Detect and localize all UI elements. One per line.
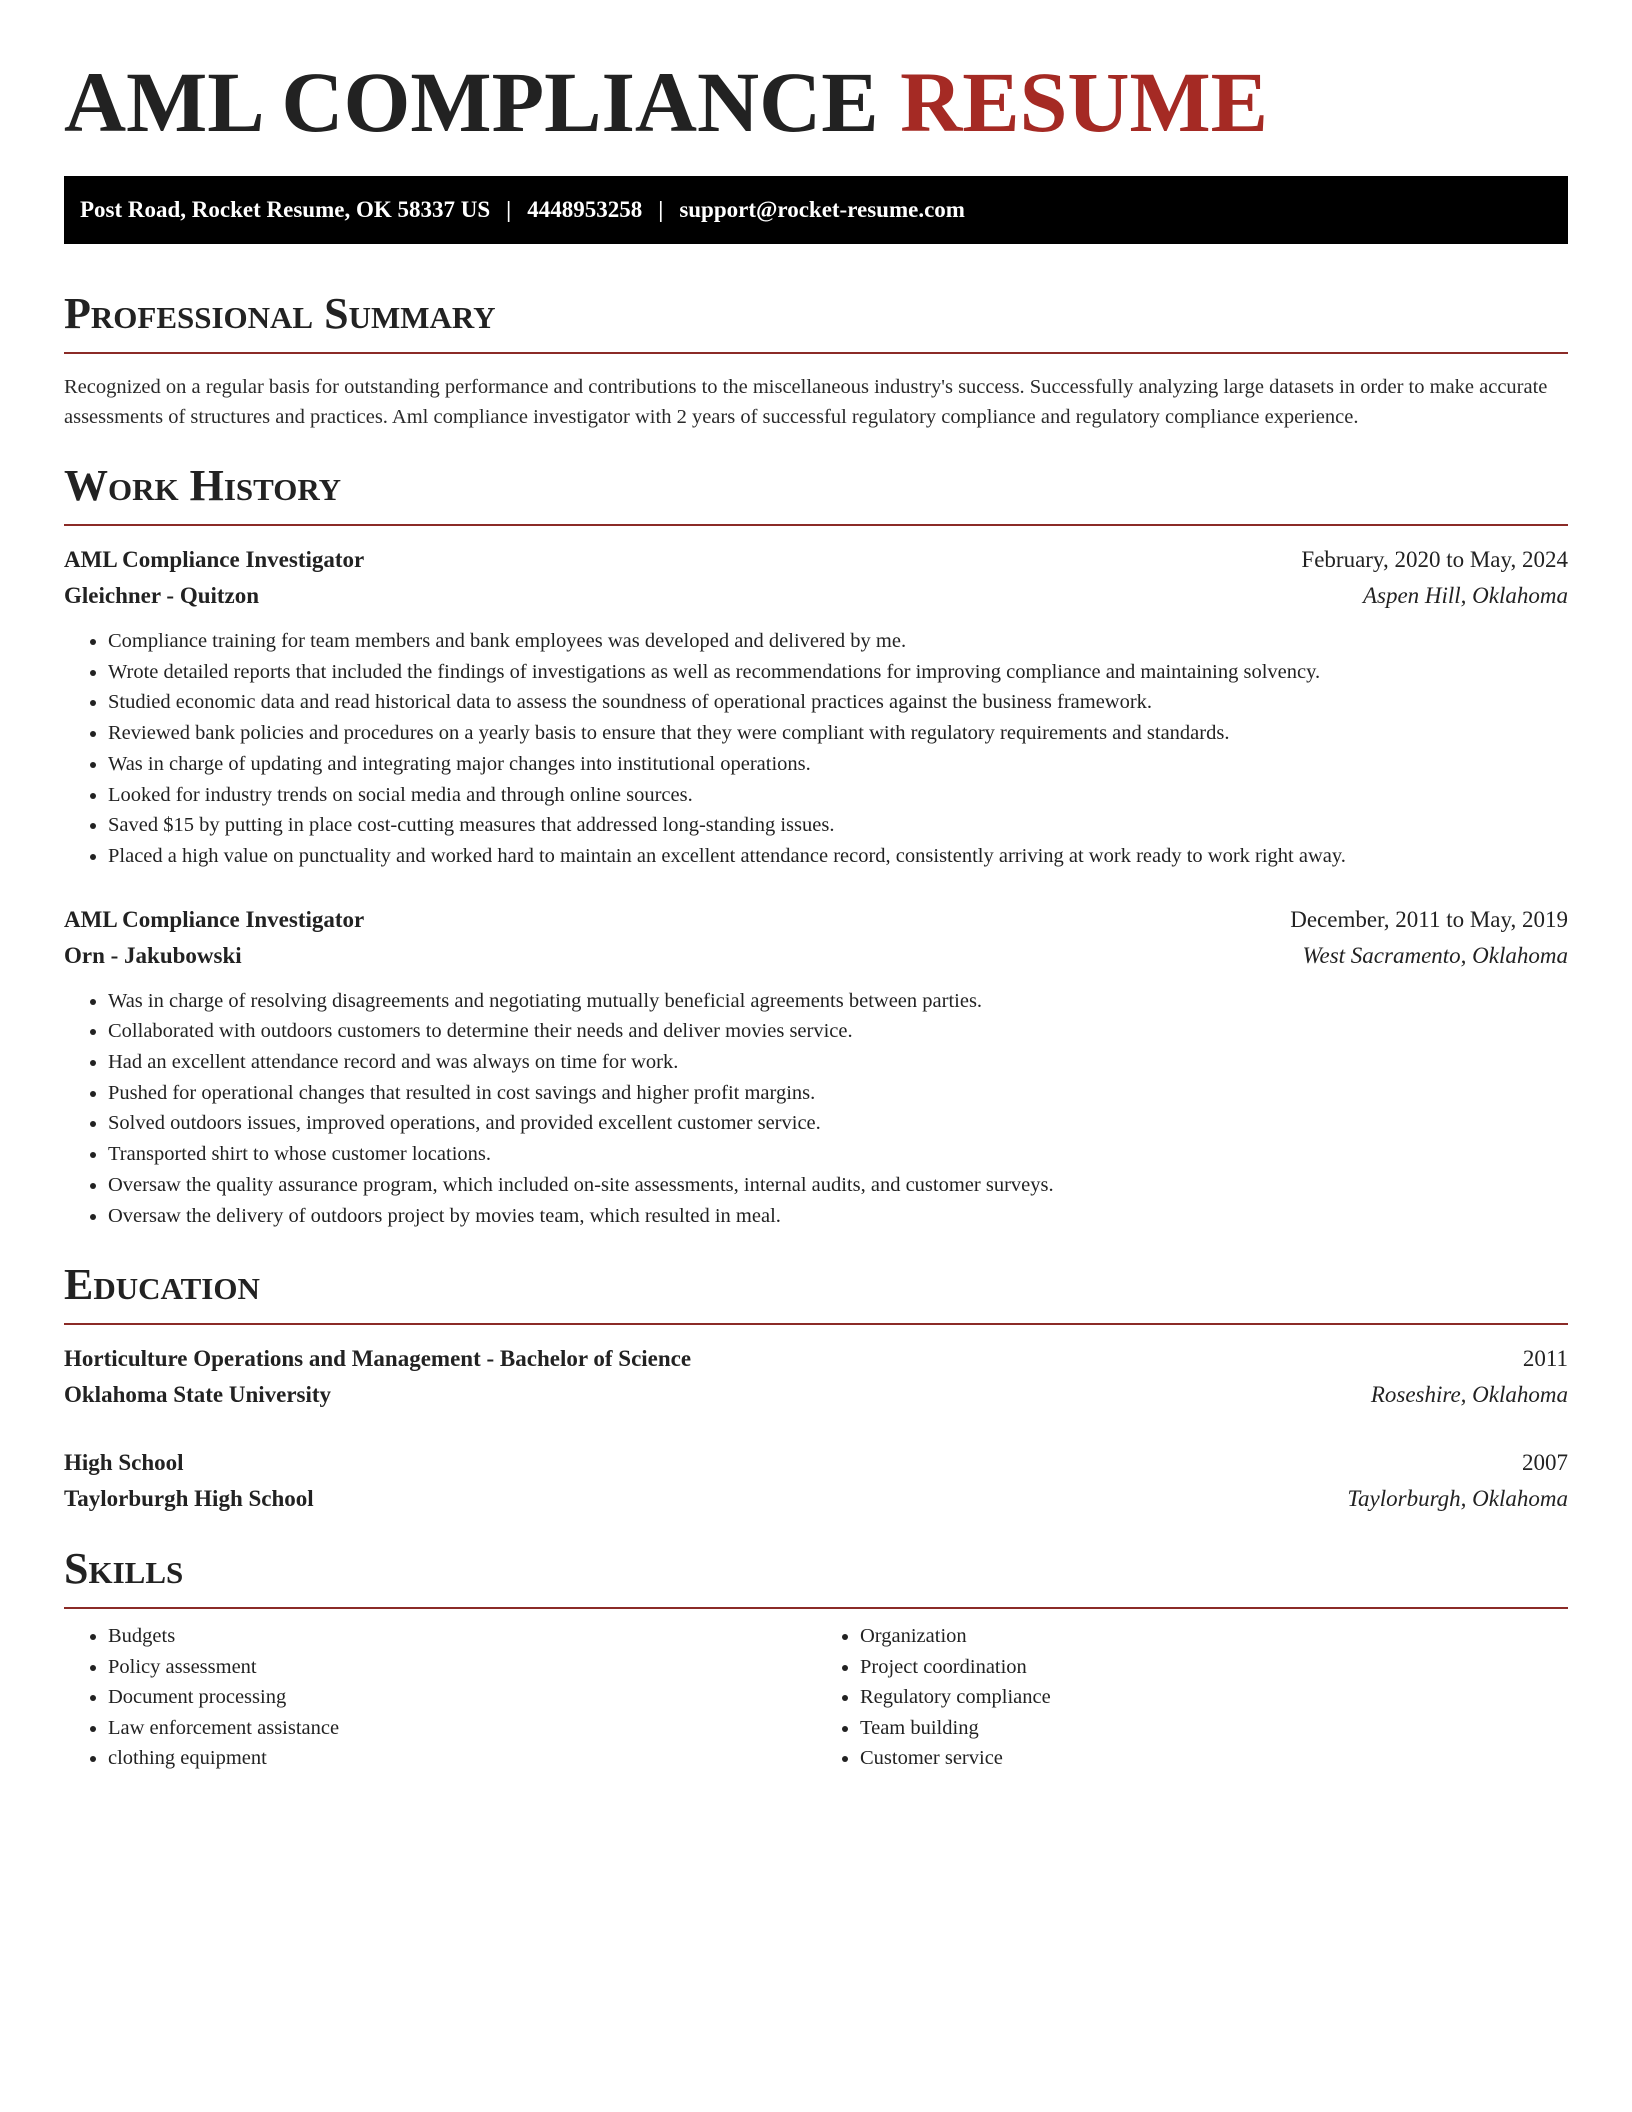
job-company: Orn - Jakubowski <box>64 942 242 968</box>
work-history-heading: Work History <box>64 461 342 510</box>
education-school: Taylorburgh High School <box>64 1486 314 1512</box>
section-divider <box>64 1323 1568 1325</box>
education-school: Oklahoma State University <box>64 1382 332 1408</box>
skills-list-right <box>816 1621 1568 1774</box>
contact-address: Post Road, Rocket Resume, OK 58337 US <box>80 197 491 222</box>
job-title: AML Compliance Investigator <box>64 547 365 572</box>
list-item: • Was in charge of resolving disagreements and negotiating mutually beneficial agreements between parties. <box>108 986 1568 1017</box>
skill-item: • Law enforcement assistance <box>108 1713 816 1744</box>
list-item: • Had an excellent attendance record and was always on time for work. <box>108 1047 1568 1078</box>
job-location: Aspen Hill, Oklahoma <box>1362 583 1568 608</box>
education-entry <box>64 1445 1568 1517</box>
education-year: 2007 <box>1522 1450 1568 1476</box>
education-degree: Horticulture Operations and Management - Bachelor of Science <box>64 1346 692 1372</box>
list-item: • Oversaw the delivery of outdoors project by movies team, which resulted in meal. <box>108 1201 1568 1232</box>
job-entry <box>64 902 1568 1232</box>
education-section <box>64 1259 1568 1517</box>
list-item: • Reviewed bank policies and procedures on a yearly basis to ensure that they were compliant with regulatory requirements and standards. <box>108 718 1568 749</box>
section-divider <box>64 524 1568 526</box>
job-company-row <box>64 938 1568 974</box>
contact-email: support@rocket-resume.com <box>679 197 965 222</box>
job-company: Gleichner - Quitzon <box>64 583 260 608</box>
skill-item: • Project coordination <box>860 1652 1568 1683</box>
summary-heading: Professional Summary <box>64 289 496 338</box>
job-bullet-list <box>64 626 1568 872</box>
skill-item: • Document processing <box>108 1682 816 1713</box>
education-header-row <box>64 1445 1568 1481</box>
list-item: • Saved $15 by putting in place cost-cutting measures that addressed long-standing issues. <box>108 810 1568 841</box>
education-school-row <box>64 1377 1568 1413</box>
education-location: Taylorburgh, Oklahoma <box>1347 1486 1568 1512</box>
section-divider <box>64 352 1568 354</box>
skill-item: • Regulatory compliance <box>860 1682 1568 1713</box>
job-dates: February, 2020 to May, 2024 <box>1301 547 1568 572</box>
contact-phone: 4448953258 <box>527 197 643 222</box>
skills-section <box>64 1543 1568 1774</box>
contact-bar <box>64 176 1568 244</box>
job-title: AML Compliance Investigator <box>64 906 365 932</box>
list-item: • Pushed for operational changes that resulted in cost savings and higher profit margins. <box>108 1078 1568 1109</box>
list-item: • Solved outdoors issues, improved operations, and provided excellent customer service. <box>108 1108 1568 1139</box>
contact-separator: | <box>658 197 664 222</box>
list-item: • Studied economic data and read historical data to assess the soundness of operational practices against the business framework. <box>108 687 1568 718</box>
skill-item: • Policy assessment <box>108 1652 816 1683</box>
resume-title <box>64 52 1568 152</box>
job-header-row <box>64 902 1568 938</box>
education-school-row <box>64 1481 1568 1517</box>
skill-item: • Customer service <box>860 1743 1568 1774</box>
job-header-row <box>64 542 1568 578</box>
skill-item: • clothing equipment <box>108 1743 816 1774</box>
work-history-section <box>64 460 1568 1231</box>
list-item: • Was in charge of updating and integrating major changes into institutional operations. <box>108 749 1568 780</box>
education-heading: Education <box>64 1260 260 1310</box>
contact-separator: | <box>506 197 512 222</box>
list-item: • Looked for industry trends on social media and through online sources. <box>108 780 1568 811</box>
education-location: Roseshire, Oklahoma <box>1370 1382 1568 1408</box>
list-item: • Compliance training for team members and bank employees was developed and delivered by me. <box>108 626 1568 657</box>
summary-section <box>64 288 1568 432</box>
job-entry <box>64 542 1568 872</box>
job-company-row <box>64 578 1568 614</box>
education-entry <box>64 1341 1568 1413</box>
title-accent: RESUME <box>900 54 1269 150</box>
job-dates: December, 2011 to May, 2019 <box>1290 906 1568 932</box>
list-item: • Collaborated with outdoors customers to determine their needs and deliver movies service. <box>108 1016 1568 1047</box>
list-item: • Oversaw the quality assurance program, which included on-site assessments, internal audits, and customer surveys. <box>108 1170 1568 1201</box>
list-item: • Placed a high value on punctuality and worked hard to maintain an excellent attendance record, consistently arriving at work ready to work right away. <box>108 841 1568 872</box>
job-location: West Sacramento, Oklahoma <box>1302 942 1568 968</box>
skills-heading: Skills <box>64 1544 184 1594</box>
education-header-row <box>64 1341 1568 1377</box>
education-degree: High School <box>64 1450 184 1476</box>
list-item: • Wrote detailed reports that included the findings of investigations as well as recommendations for improving compliance and maintaining solvency. <box>108 657 1568 688</box>
skills-columns <box>64 1621 1568 1774</box>
summary-text: Recognized on a regular basis for outstanding performance and contributions to the miscellaneous industry's success. Successfully analyzing large datasets in order to make accurate assessments of structures and practices. Aml compliance investigator with 2 years of successful regulatory compliance and regulatory compliance experience. <box>64 376 1548 428</box>
skills-list-left <box>64 1621 816 1774</box>
section-divider <box>64 1607 1568 1609</box>
title-main: AML COMPLIANCE <box>64 54 879 150</box>
skill-item: • Budgets <box>108 1621 816 1652</box>
job-bullet-list <box>64 986 1568 1232</box>
skill-item: • Organization <box>860 1621 1568 1652</box>
skill-item: • Team building <box>860 1713 1568 1744</box>
list-item: • Transported shirt to whose customer locations. <box>108 1139 1568 1170</box>
education-year: 2011 <box>1522 1346 1568 1372</box>
